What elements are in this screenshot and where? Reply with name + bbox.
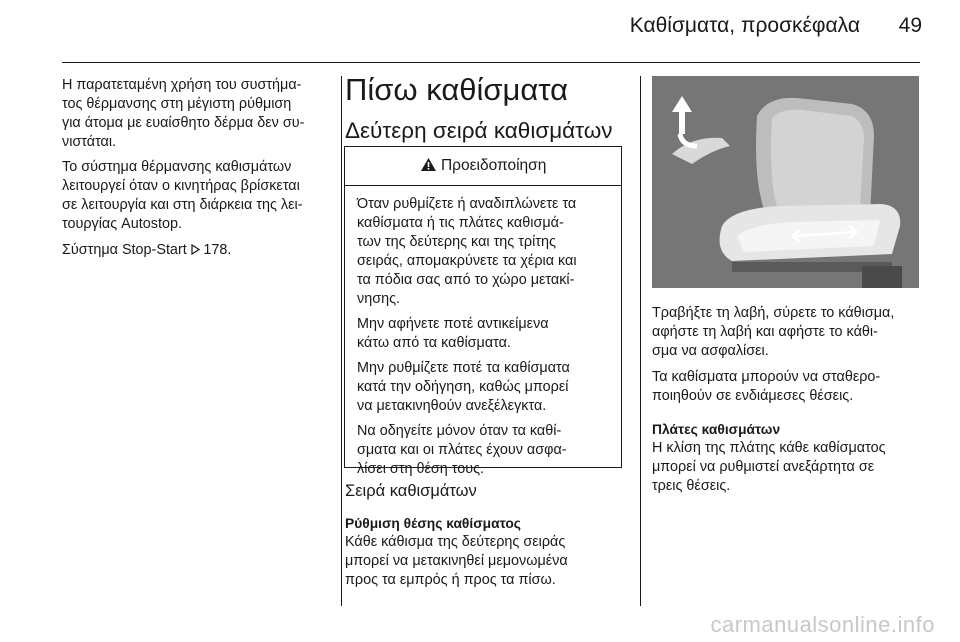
text-line: καθίσματα ή τις πλάτες καθισμά- [357,215,564,231]
text-line: Η παρατεταμένη χρήση του συστήμα- [62,77,302,93]
text-line: νιστάται. [62,134,117,150]
text-line: για άτομα με ευαίσθητο δέρμα δεν συ- [62,115,305,131]
seat-adjustment-figure [652,76,919,288]
text-line: προς τα εμπρός ή προς τα πίσω. [345,572,556,588]
warning-title: Προειδοποίηση [440,157,547,174]
section-title: Πίσω καθίσματα [345,72,569,107]
text-line: λειτουργεί όταν ο κινητήρας βρίσκεται [62,178,300,194]
warning-header [345,147,621,186]
text-line: νησης. [357,291,401,307]
column-1 [62,76,332,266]
reference-page: 178. [203,242,232,258]
column-divider-1 [341,76,342,606]
text-line: Όταν ρυθμίζετε ή αναδιπλώνετε τα [357,196,577,212]
text-line: κάτω από τα καθίσματα. [357,335,511,351]
text-line: τα πόδια σας από το χώρο μετακί- [357,272,575,288]
paragraph [652,439,927,496]
column-3 [652,304,927,503]
text-line: Μην αφήνετε ποτέ αντικείμενα [357,316,549,332]
text-line: Το σύστημα θέρμανσης καθισμάτων [62,159,292,175]
backrest-block [652,420,927,496]
paragraph [357,422,609,479]
warning-triangle-icon [420,157,441,174]
text-line: να μετακινηθούν ανεξέλεγκτα. [357,398,547,414]
seat-adjust-block [345,514,630,590]
watermark: carmanualsonline.info [710,612,935,637]
text-line: των της δεύτερης και της τρίτης [357,234,556,250]
text-line: σειράς, απομακρύνετε τα χέρια και [357,253,577,269]
text-line: Κάθε κάθισμα της δεύτερης σειράς [345,534,566,550]
paragraph [652,304,927,361]
header-title: Καθίσματα, προσκέφαλα [629,14,860,37]
text-line: τουργίας Autostop. [62,216,182,232]
text-line: Τα καθίσματα μπορούν να σταθερο- [652,369,881,385]
column-divider-2 [640,76,641,606]
cross-reference[interactable] [62,240,332,260]
backrest-label: Πλάτες καθισμάτων [652,422,781,437]
text-line: τος θέρμανσης στη μέγιστη ρύθμιση [62,96,292,112]
header-rule [62,62,920,63]
page-number: 49 [898,14,922,37]
text-line: σματα και οι πλάτες έχουν ασφα- [357,442,567,458]
text-line: Μην ρυθμίζετε ποτέ τα καθίσματα [357,360,570,376]
text-line: αφήστε τη λαβή και αφήστε το κάθι- [652,324,878,340]
reference-arrow-icon [191,242,204,257]
text-line: σε λειτουργία και στη διάρκεια της λει- [62,197,303,213]
seat-adjustment-illustration-icon [652,76,919,288]
text-line: Να οδηγείτε μόνον όταν τα καθί- [357,423,562,439]
text-line: Η κλίση της πλάτης κάθε καθίσματος [652,440,886,456]
paragraph [357,195,609,309]
text-line: σμα να ασφαλίσει. [652,343,769,359]
paragraph [652,368,927,406]
text-line: τρεις θέσεις. [652,478,731,494]
paragraph [62,158,332,234]
warning-body [345,186,621,479]
text-line: κατά την οδήγηση, καθώς μπορεί [357,379,569,395]
text-line: μπορεί να ρυθμιστεί ανεξάρτητα σε [652,459,875,475]
text-line: λίσει στη θέση τους. [357,461,485,477]
paragraph [357,315,609,353]
seat-adjust-label: Ρύθμιση θέσης καθίσματος [345,516,521,531]
warning-box [344,146,622,477]
section-subtitle: Δεύτερη σειρά καθισμάτων [345,118,613,143]
paragraph [62,76,332,152]
reference-text: Σύστημα Stop-Start [62,242,187,258]
seat-row-heading: Σειρά καθισμάτων [345,482,477,500]
paragraph [345,533,630,590]
paragraph [357,359,609,416]
text-line: ποιηθούν σε ενδιάμεσες θέσεις. [652,388,854,404]
text-line: μπορεί να μετακινηθεί μεμονωμένα [345,553,568,569]
text-line: Τραβήξτε τη λαβή, σύρετε το κάθισμα, [652,305,895,321]
